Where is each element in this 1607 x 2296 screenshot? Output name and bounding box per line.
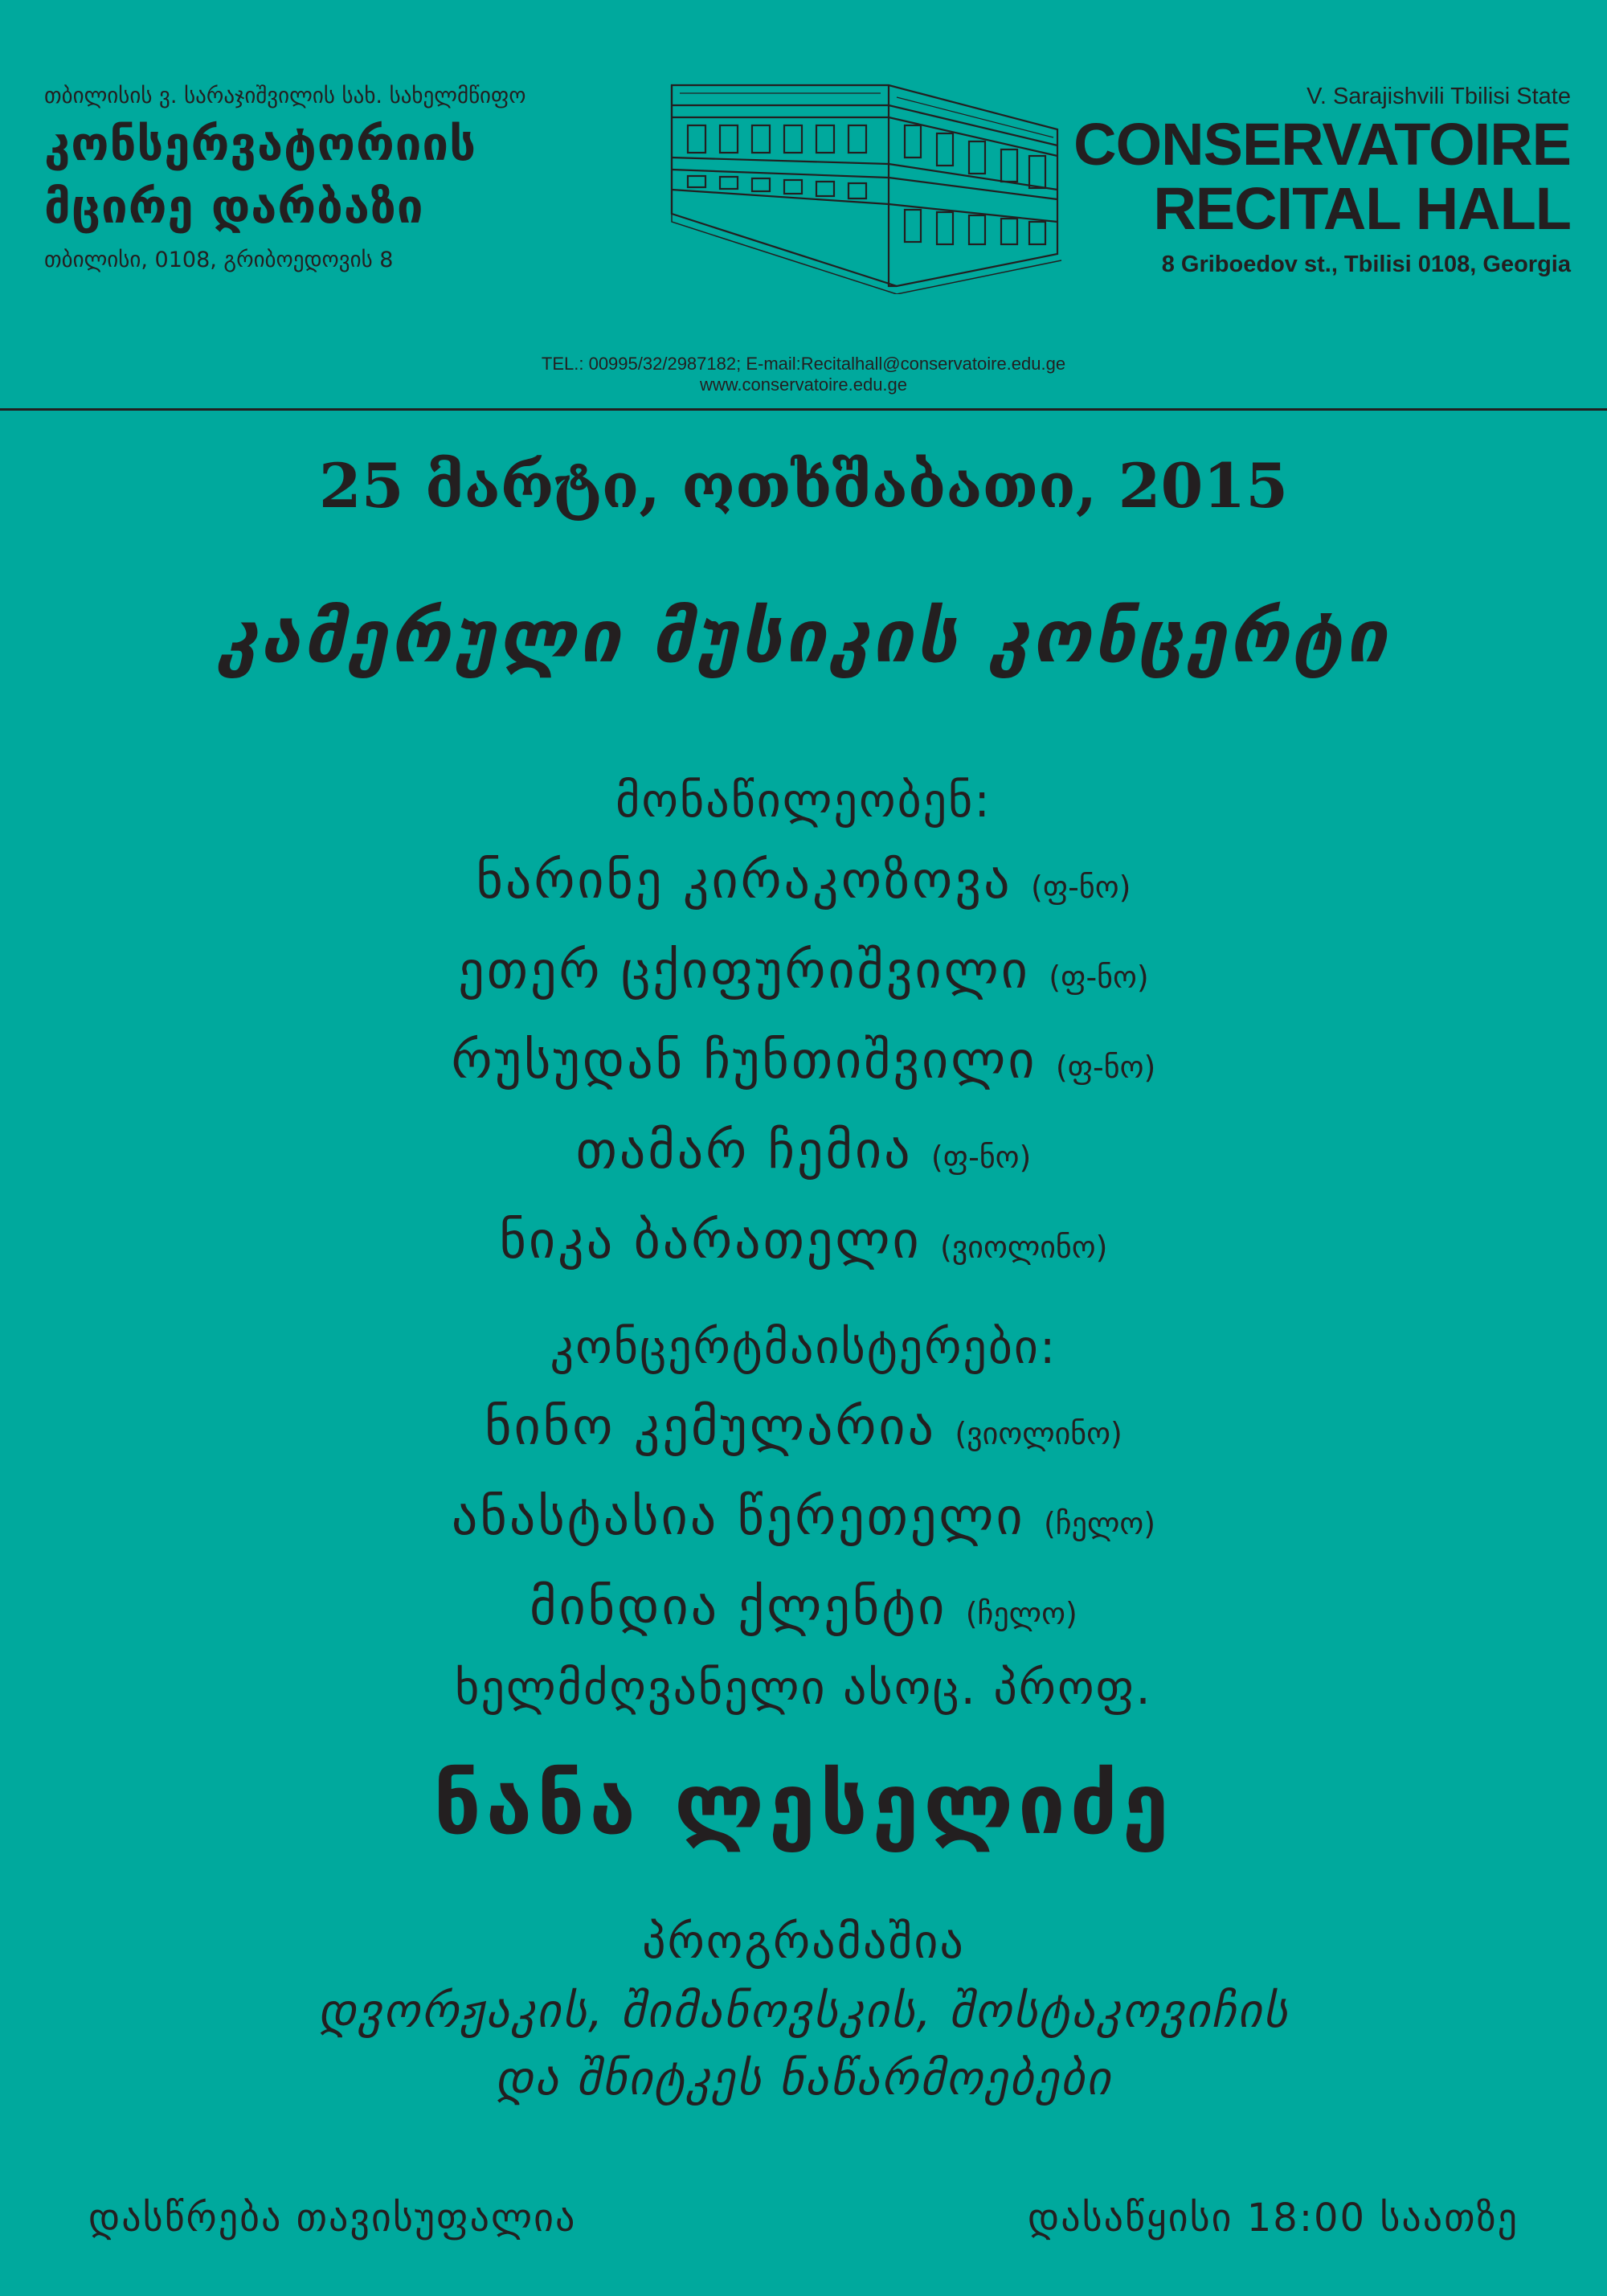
concertmaster-row [0,1385,1607,1475]
program-heading: პროგრამაშია [642,1914,965,1969]
participant-row [0,929,1607,1019]
venue-title-en-line1: CONSERVATOIRE [1073,111,1571,178]
concertmaster-name: მინდია ქლენტი [530,1578,966,1637]
participants-heading: მონაწილეობენ: [615,773,992,828]
participant-instrument: (ვიოლინო) [939,1230,1108,1265]
address-en: 8 Griboedov st., Tbilisi 0108, Georgia [1161,252,1571,277]
concertmaster-name: ანასტასია წერეთელი [451,1488,1044,1547]
concertmaster-instrument: (ვიოლინო) [955,1416,1122,1451]
participant-row [0,1019,1607,1109]
venue-title-ka-line1: კონსერვატორიის [44,117,477,171]
institution-name-ka: თბილისის ვ. სარაჯიშვილის სახ. სახელმწიფო [44,84,526,108]
concertmaster-row [0,1565,1607,1655]
participant-row [0,1199,1607,1289]
participant-name: რუსუდან ჩუნთიშვილი [451,1031,1056,1091]
admission-free: დასწრება თავისუფალია [88,2196,577,2241]
participant-name: ეთერ ცქიფურიშვილი [458,941,1049,1001]
venue-title-ka-line2: მცირე დარბაზი [44,179,424,234]
contact-info [0,354,1607,395]
leader-label: ხელმძღვანელი ასოც. პროფ. [455,1660,1152,1715]
participant-instrument: (ფ-ნო) [1031,870,1131,905]
event-date: 25 მარტი, ოთხშაბათი, 2015 [318,450,1289,522]
program-composers-line1: დვორჟაკის, შიმანოვსკის, შოსტაკოვიჩის [317,1983,1290,2038]
concertmasters-list [0,1385,1607,1655]
contact-website: www.conservatoire.edu.ge [699,374,908,395]
concertmasters-heading: კონცერტმაისტერები: [550,1320,1057,1374]
leader-name: ნანა ლესელიძე [433,1755,1174,1853]
participant-row [0,1109,1607,1199]
address-ka: თბილისი, 0108, გრიბოედოვის 8 [44,248,394,272]
contact-phone-email: TEL.: 00995/32/2987182; E-mail:Recitalhall@conservatoire.edu.ge [541,354,1066,374]
participant-name: თამარ ჩემია [575,1121,931,1181]
venue-title-en-line2: RECITAL HALL [1153,175,1571,242]
participant-row [0,839,1607,929]
header [0,0,1607,408]
participant-instrument: (ფ-ნო) [1055,1050,1156,1085]
header-divider [0,408,1607,411]
concertmaster-instrument: (ჩელო) [965,1596,1077,1631]
concertmaster-row [0,1475,1607,1565]
start-time: დასაწყისი 18:00 საათზე [1027,2196,1519,2241]
concertmaster-name: ნინო კემულარია [485,1398,955,1457]
participant-instrument: (ფ-ნო) [930,1140,1032,1175]
institution-name-en: V. Sarajishvili Tbilisi State [1306,84,1571,109]
participant-name: ნიკა ბარათელი [499,1211,940,1271]
participant-name: ნარინე კირაკოზოვა [476,851,1031,911]
participants-list [0,839,1607,1289]
concertmaster-instrument: (ჩელო) [1043,1506,1156,1541]
georgian-venue-block [44,80,591,276]
event-title: კამერული მუსიკის კონცერტი [217,595,1390,679]
program-composers-line2: და შნიტკეს ნაწარმოებები [495,2051,1112,2106]
english-venue-block [992,80,1571,281]
participant-instrument: (ფ-ნო) [1049,960,1149,995]
